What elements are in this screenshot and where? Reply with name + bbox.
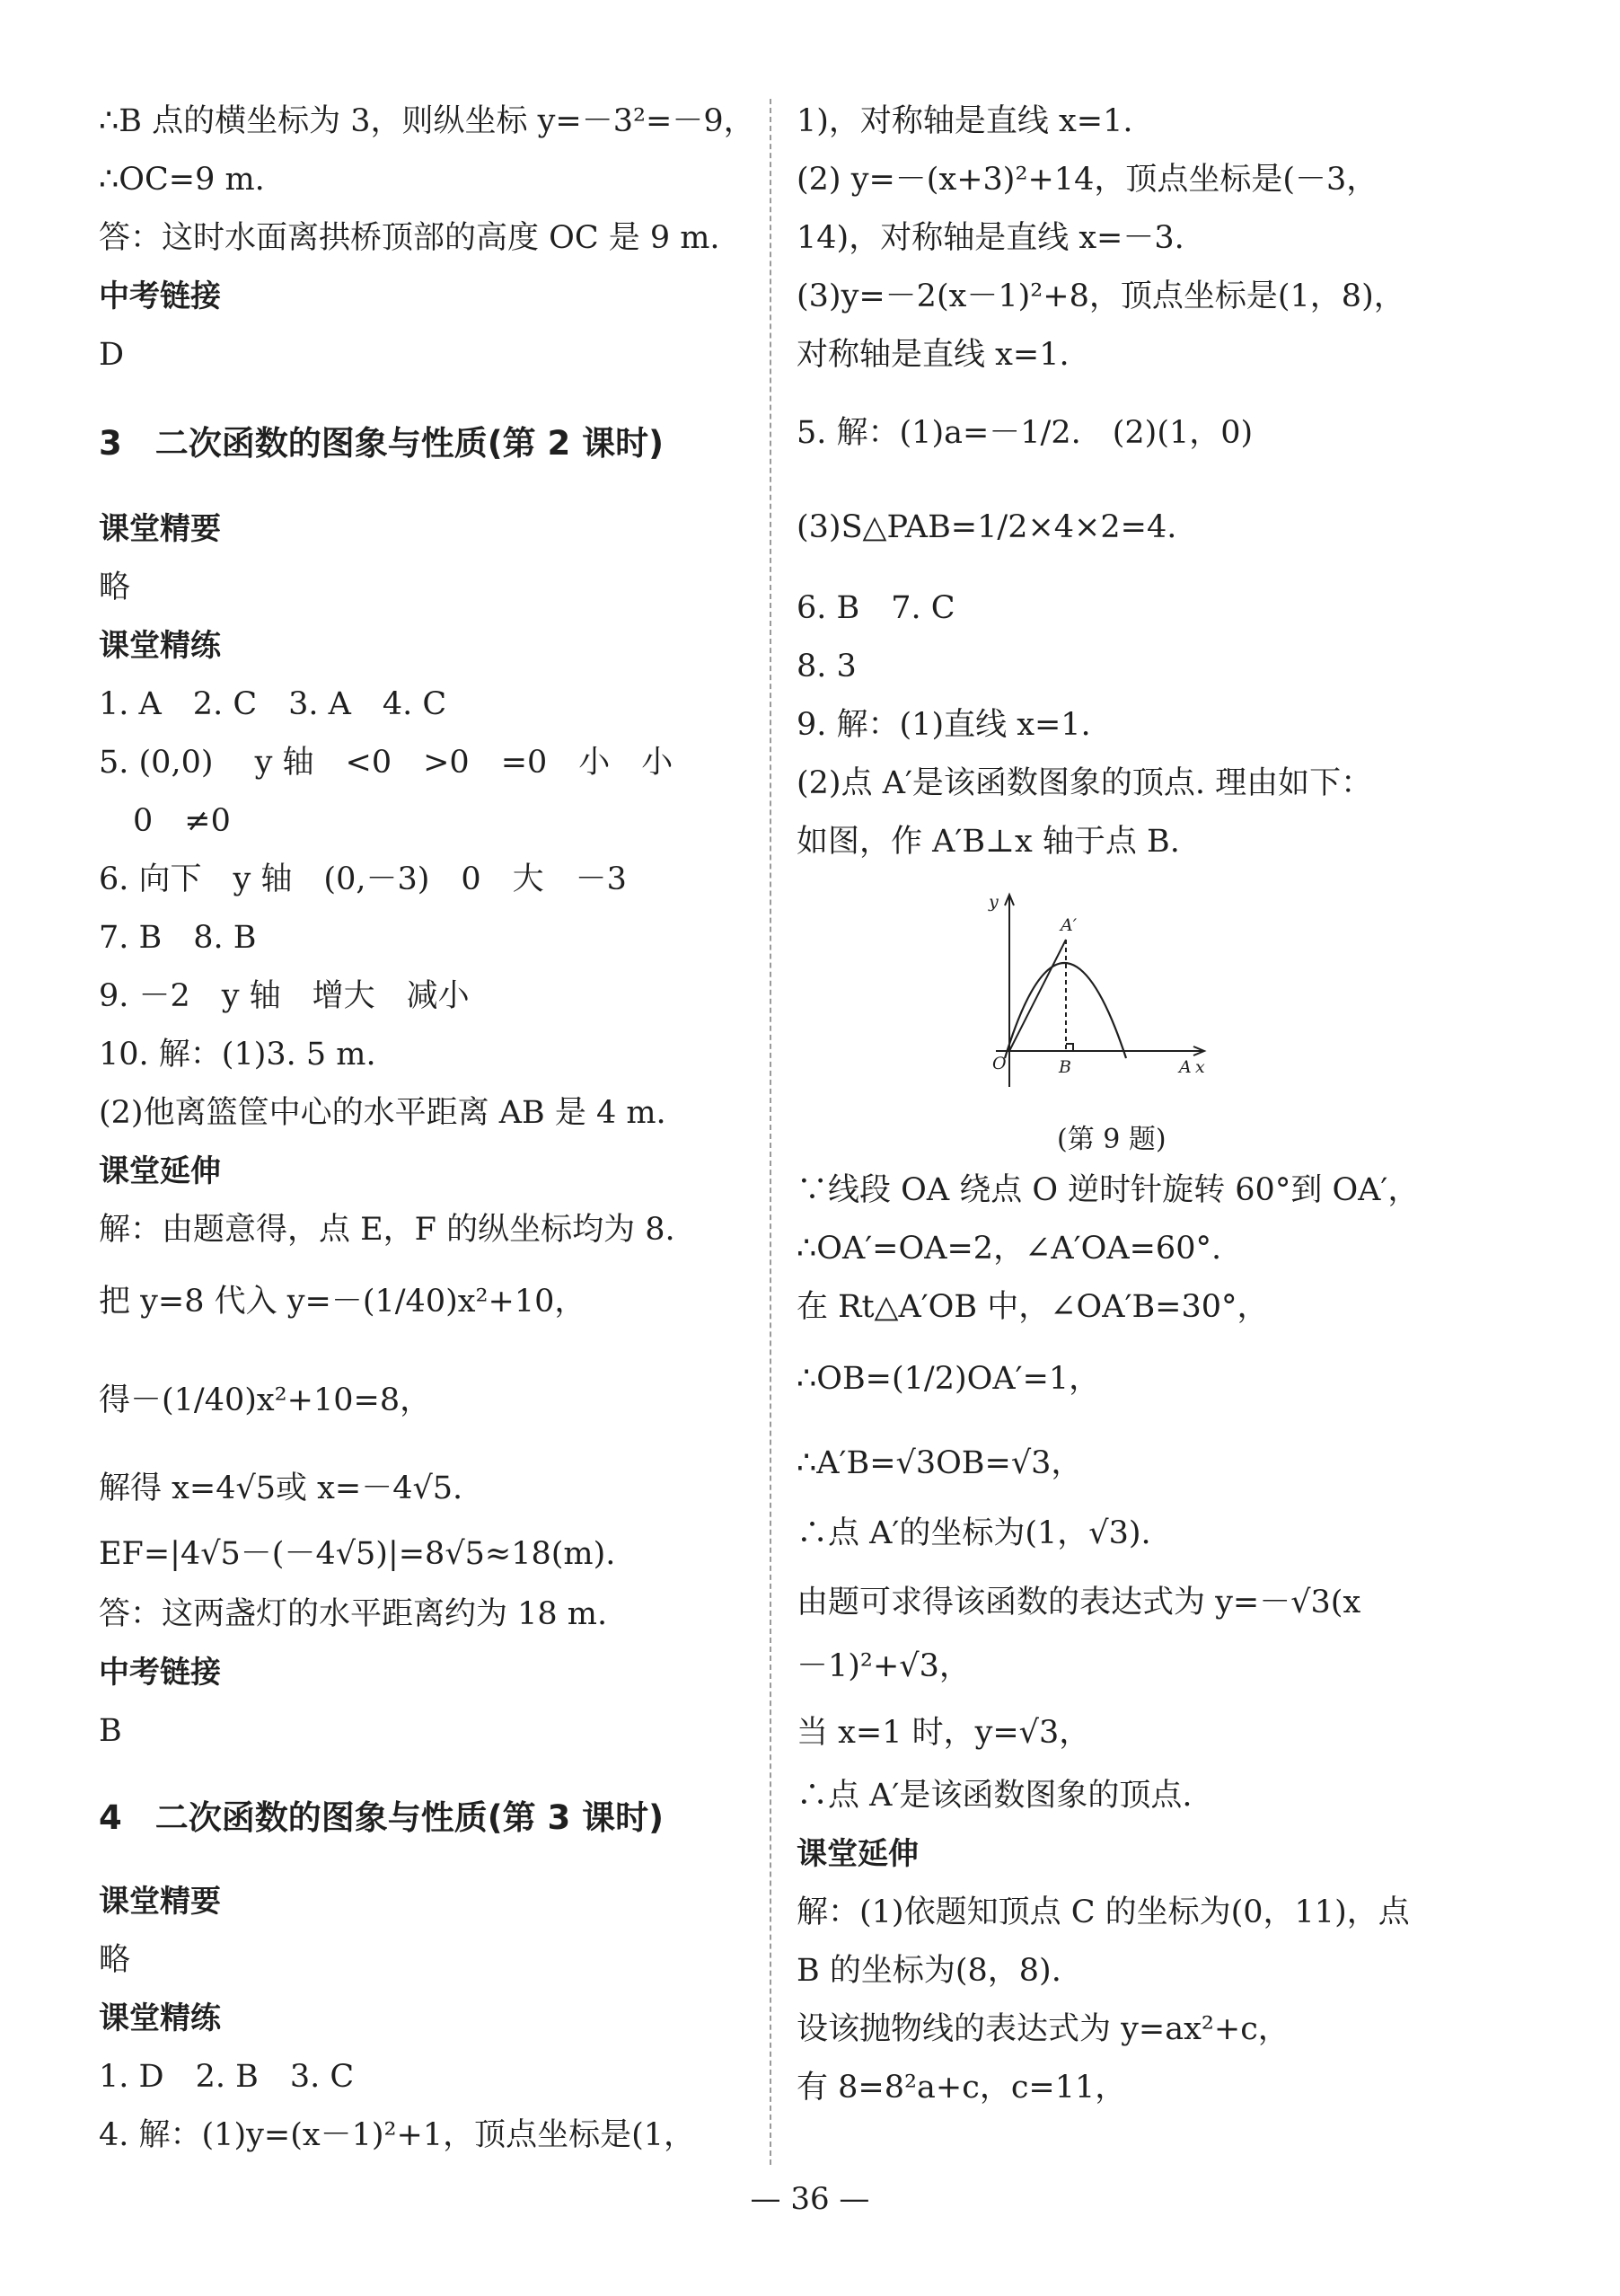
answer-line: 4. 解：(1)y=(x－1)²+1，顶点坐标是(1， bbox=[99, 2117, 696, 2153]
text-line: 在 Rt△A′OB 中，∠OA′B=30°， bbox=[797, 1289, 1269, 1325]
right-angle-mark bbox=[1066, 1044, 1073, 1051]
parabola-curve bbox=[1005, 963, 1126, 1058]
text-line: 答：这时水面离拱桥顶部的高度 OC 是 9 m. bbox=[99, 220, 720, 256]
text-line: 对称轴是直线 x=1. bbox=[797, 337, 1070, 373]
text-line: 把 y=8 代入 y=－(1/40)x²+10， bbox=[99, 1284, 586, 1320]
parabola-figure bbox=[987, 889, 1211, 1096]
fig-label-o: O bbox=[992, 1054, 1007, 1073]
text-line: ∵线段 OA 绕点 O 逆时针旋转 60°到 OA′， bbox=[797, 1172, 1420, 1208]
page-number: — 36 — bbox=[750, 2181, 870, 2217]
text-line: 解得 x=4√5或 x=－4√5. bbox=[99, 1470, 463, 1506]
answer-line: 1. A 2. C 3. A 4. C bbox=[99, 686, 447, 722]
answer-line: 0 ≠0 bbox=[133, 803, 231, 839]
section-heading: 课堂延伸 bbox=[99, 1153, 221, 1189]
text-line: 设该抛物线的表达式为 y=ax²+c， bbox=[797, 2011, 1290, 2047]
text-line: 解：(1)依题知顶点 C 的坐标为(0，11)，点 bbox=[797, 1894, 1410, 1930]
text-line: 解：由题意得，点 E，F 的纵坐标均为 8. bbox=[99, 1212, 675, 1248]
text-line: ∴OB=(1/2)OA′=1， bbox=[797, 1361, 1101, 1397]
section-heading: 中考链接 bbox=[99, 278, 221, 314]
column-divider bbox=[770, 99, 771, 2165]
lesson-title: 3 二次函数的图象与性质(第 2 课时) bbox=[99, 424, 665, 463]
text-line: 1)，对称轴是直线 x=1. bbox=[797, 103, 1133, 139]
text-line: 略 bbox=[99, 1942, 131, 1978]
figure-caption: (第 9 题) bbox=[1057, 1124, 1167, 1155]
text-line: 由题可求得该函数的表达式为 y=－√3(x bbox=[797, 1585, 1361, 1620]
fig-label-a-prime: A′ bbox=[1061, 915, 1078, 935]
answer-line: (2)他离篮筐中心的水平距离 AB 是 4 m. bbox=[99, 1095, 666, 1131]
section-heading: 中考链接 bbox=[99, 1655, 221, 1691]
section-heading: 课堂精要 bbox=[99, 511, 221, 547]
text-line: ∴A′B=√3OB=√3， bbox=[797, 1445, 1083, 1481]
text-line: (2) y=－(x+3)²+14，顶点坐标是(－3， bbox=[797, 162, 1378, 198]
text-line: (2)点 A′是该函数图象的顶点. 理由如下： bbox=[797, 765, 1373, 801]
answer-line: 10. 解：(1)3. 5 m. bbox=[99, 1037, 376, 1073]
answer-line: 8. 3 bbox=[797, 649, 857, 684]
answer-line: 5. 解：(1)a=－1/2. (2)(1，0) bbox=[797, 415, 1254, 451]
text-line: B 的坐标为(8，8). bbox=[797, 1953, 1061, 1989]
answer-line: 6. B 7. C bbox=[797, 590, 955, 626]
answer-line: 9. 解：(1)直线 x=1. bbox=[797, 707, 1091, 743]
fig-label-b: B bbox=[1059, 1057, 1071, 1077]
answer-line: 5. (0,0) y 轴 <0 >0 =0 小 小 bbox=[99, 745, 674, 781]
text-line: 14)，对称轴是直线 x=－3. bbox=[797, 220, 1184, 256]
segment-oa-prime bbox=[1009, 940, 1066, 1051]
answer-text: B bbox=[99, 1713, 122, 1749]
text-line: 答：这两盏灯的水平距离约为 18 m. bbox=[99, 1596, 608, 1632]
text-line: 得－(1/40)x²+10=8， bbox=[99, 1382, 432, 1418]
answer-line: 9. －2 y 轴 增大 减小 bbox=[99, 978, 470, 1014]
answer-text: D bbox=[99, 337, 125, 373]
text-line: ∴点 A′是该函数图象的顶点. bbox=[797, 1778, 1193, 1814]
section-heading: 课堂精练 bbox=[99, 628, 221, 664]
text-line: －1)²+√3， bbox=[797, 1648, 971, 1684]
section-heading: 课堂精要 bbox=[99, 1884, 221, 1920]
answer-line: 6. 向下 y 轴 (0,－3) 0 大 －3 bbox=[99, 861, 627, 897]
text-line: (3)S△PAB=1/2×4×2=4. bbox=[797, 509, 1177, 545]
text-line: 如图，作 A′B⊥x 轴于点 B. bbox=[797, 824, 1180, 860]
fig-label-a: A bbox=[1179, 1057, 1192, 1077]
text-line: (3)y=－2(x－1)²+8，顶点坐标是(1，8)， bbox=[797, 278, 1405, 314]
text-line: 当 x=1 时，y=√3， bbox=[797, 1715, 1091, 1751]
lesson-title: 4 二次函数的图象与性质(第 3 课时) bbox=[99, 1798, 665, 1837]
fig-label-y: y bbox=[989, 892, 999, 912]
section-heading: 课堂延伸 bbox=[797, 1836, 919, 1872]
answer-line: 7. B 8. B bbox=[99, 920, 257, 956]
text-line: ∴B 点的横坐标为 3，则纵坐标 y=－3²=－9， bbox=[99, 103, 755, 139]
text-line: ∴OA′=OA=2，∠A′OA=60°. bbox=[797, 1231, 1222, 1267]
fig-label-x: x bbox=[1195, 1057, 1205, 1077]
text-line: ∴OC=9 m. bbox=[99, 162, 265, 198]
text-line: ∴点 A′的坐标为(1，√3). bbox=[797, 1515, 1151, 1551]
text-line: 有 8=8²a+c，c=11， bbox=[797, 2070, 1127, 2106]
section-heading: 课堂精练 bbox=[99, 2000, 221, 2036]
text-line: 略 bbox=[99, 570, 131, 605]
text-line: EF=|4√5－(－4√5)|=8√5≈18(m). bbox=[99, 1536, 616, 1572]
answer-line: 1. D 2. B 3. C bbox=[99, 2059, 355, 2095]
